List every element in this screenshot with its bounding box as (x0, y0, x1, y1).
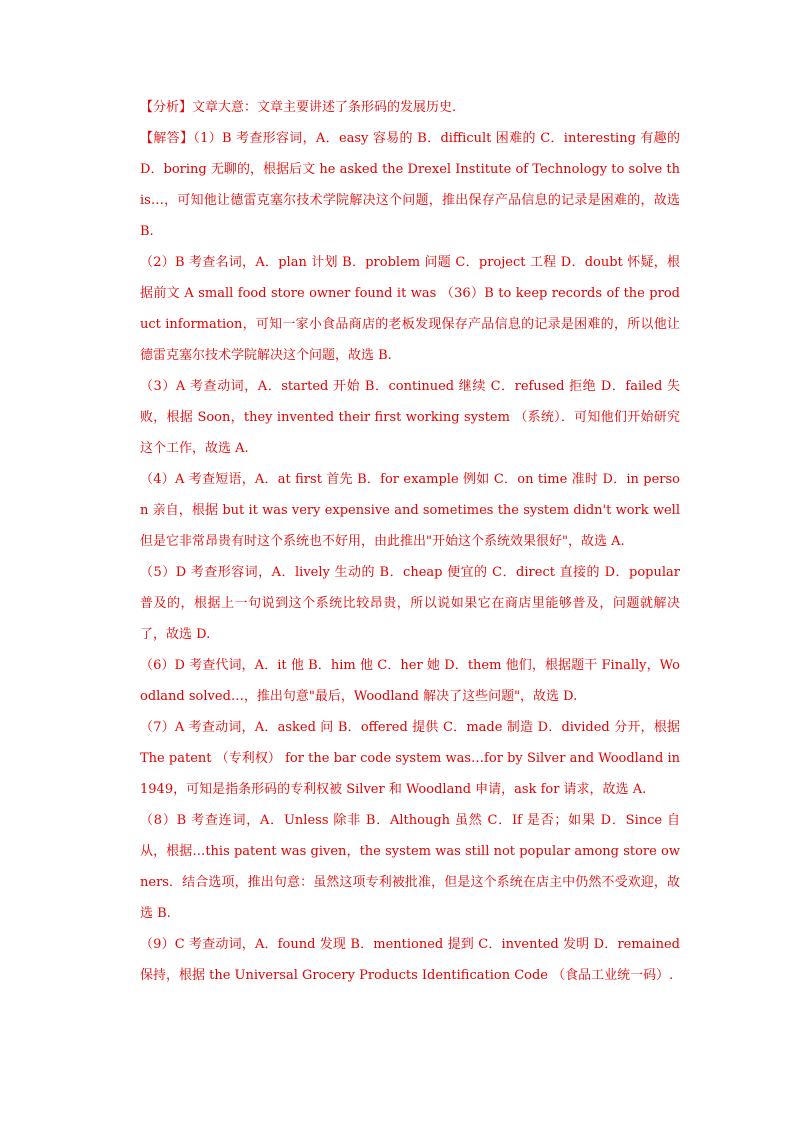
answer-paragraph-2: （2）B 考查名词，A．plan 计划 B．problem 问题 C．project 工程 D．doubt 怀疑，根据前文 A small food store owner found it was （36）B to keep records of the product information，可知一家小食品商店的老板发现保存产品信息的记录是困难的，所以他让德雷克塞尔技术学院解决这个问题，故选 B. (140, 255, 680, 363)
answer-paragraph-4: （4）A 考查短语，A．at first 首先 B．for example 例如 C．on time 准时 D．in person 亲自，根据 but it was very expensive and sometimes the system didn't work well 但是它非常昂贵有时这个系统也不好用，由此推出"开始这个系统效果很好"，故选 A. (140, 472, 680, 549)
answer-paragraph-8: （8）B 考查连词，A．Unless 除非 B．Although 虽然 C．If 是否；如果 D．Since 自从，根据…this patent was given，the system was still not popular among store owners．结合选项，推出句意：虽然这项专利被批准，但是这个系统在店主中仍然不受欢迎，故选 B. (140, 813, 680, 921)
analysis-text: 文章大意：文章主要讲述了条形码的发展历史. (192, 100, 457, 115)
answer-tag: 【解答】 (140, 131, 194, 146)
answer-paragraph-1 (140, 123, 680, 247)
answer-text-1: （1）B 考查形容词，A．easy 容易的 B．difficult 困难的 C．interesting 有趣的 D．boring 无聊的，根据后文 he asked the Drexel Institute of Technology to solve this…，可知他让德雷克塞尔技术学院解决这个问题，推出保存产品信息的记录是困难的，故选 B. (140, 131, 680, 239)
answer-paragraph-6: （6）D 考查代词，A．it 他 B．him 他 C．her 她 D．them 他们，根据题干 Finally，Woodland solved…，推出句意"最后，Woodland 解决了这些问题"，故选 D. (140, 658, 680, 704)
answer-paragraph-5: （5）D 考查形容词，A．lively 生动的 B．cheap 便宜的 C．direct 直接的 D．popular 普及的，根据上一句说到这个系统比较昂贵，所以说如果它在商店里能够普及，问题就解决了，故选 D. (140, 565, 680, 642)
analysis-tag: 【分析】 (140, 100, 193, 115)
analysis-paragraph (140, 92, 680, 123)
answer-paragraph-7: （7）A 考查动词，A．asked 问 B．offered 提供 C．made 制造 D．divided 分开，根据 The patent （专利权） for the bar code system was…for by Silver and Woodland in 1949，可知是指条形码的专利权被 Silver 和 Woodland 申请，ask for 请求，故选 A. (140, 720, 680, 797)
answer-paragraph-3: （3）A 考查动词，A．started 开始 B．continued 继续 C．refused 拒绝 D．failed 失败，根据 Soon，they invented their first working system （系统）．可知他们开始研究这个工作，故选 A. (140, 379, 680, 456)
answer-paragraph-9: （9）C 考查动词，A．found 发现 B．mentioned 提到 C．invented 发明 D．remained 保持，根据 the Universal Grocery Products Identification Code （食品工业统一码）. (140, 937, 680, 983)
answer-content (140, 92, 680, 991)
